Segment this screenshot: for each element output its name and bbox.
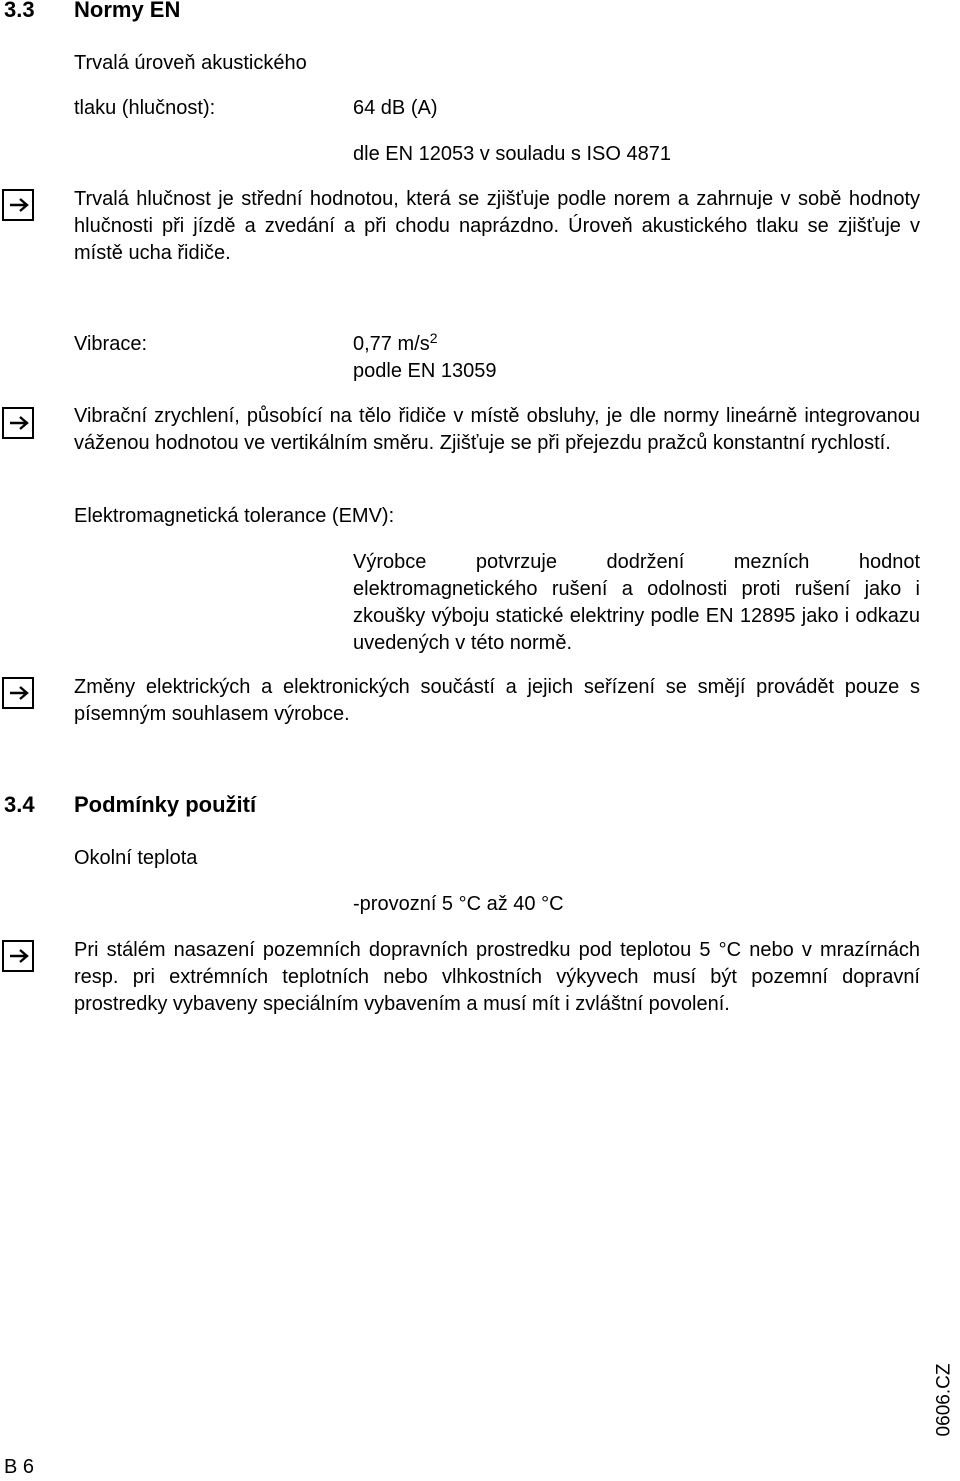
emv-text: Výrobce potvrzuje dodržení mezních hodnot elektromagnetického rušení a odolnosti proti rušení jako i zkoušky výboju statické elektriny podle EN 12895 jako i odkazu uvedených v této normě. [353,551,920,654]
section-title: Normy EN [74,0,181,22]
emv-label: Elektromagnetická tolerance (EMV): [74,505,395,527]
electronics-note: Změny elektrických a elektronických součástí a jejich seřízení se smějí provádět pouze s písemným souhlasem výrobce. [74,676,920,725]
arrow-right-box-icon [2,940,34,972]
temperature-label: Okolní teplota [74,847,198,869]
section-title: Podmínky použití [74,792,257,817]
noise-standard: dle EN 12053 v souladu s ISO 4871 [353,143,671,165]
vibration-exponent: 2 [429,330,438,346]
vibration-value [353,331,438,358]
noise-note: Trvalá hlučnost je střední hodnotou, která se zjišťuje podle norem a zahrnuje v sobě hodnoty hlučnosti při jízdě a zvedání a při chodu naprázdno. Úroveň akustického tlaku se zjišťuje v místě ucha řidiče. [74,188,920,264]
noise-value: 64 dB (A) [353,97,438,119]
vibration-note: Vibrační zrychlení, působící na tělo řidiče v místě obsluhy, je dle normy lineárně integrovanou váženou hodnotou ve vertikálním směru. Zjišťuje se při přejezdu pražců konstantní rychlostí. [74,405,920,454]
temperature-note: Pri stálém nasazení pozemních dopravních prostredku pod teplotou 5 °C nebo v mrazírnách resp. pri extrémních teplotních nebo vlhkostních výkyvech musí být pozemní dopravní prostredky vybaveny speciálním vybavením a musí mít i zvláštní povolení. [74,939,920,1015]
document-code-text: 0606.CZ [933,1363,955,1437]
section-number: 3.4 [4,792,35,817]
temperature-value: -provozní 5 °C až 40 °C [353,893,564,915]
document-code [928,1360,960,1440]
vibration-standard: podle EN 13059 [353,360,497,382]
arrow-right-box-icon [2,677,34,709]
arrow-right-box-icon [2,407,34,439]
vibration-label: Vibrace: [74,333,148,355]
section-number: 3.3 [4,0,35,22]
page-number: B 6 [4,1456,35,1478]
vibration-value-text: 0,77 m/s [353,333,430,355]
noise-label-line1: Trvalá úroveň akustického [74,52,307,74]
noise-label-line2: tlaku (hlučnost): [74,97,216,119]
arrow-right-box-icon [2,189,34,221]
